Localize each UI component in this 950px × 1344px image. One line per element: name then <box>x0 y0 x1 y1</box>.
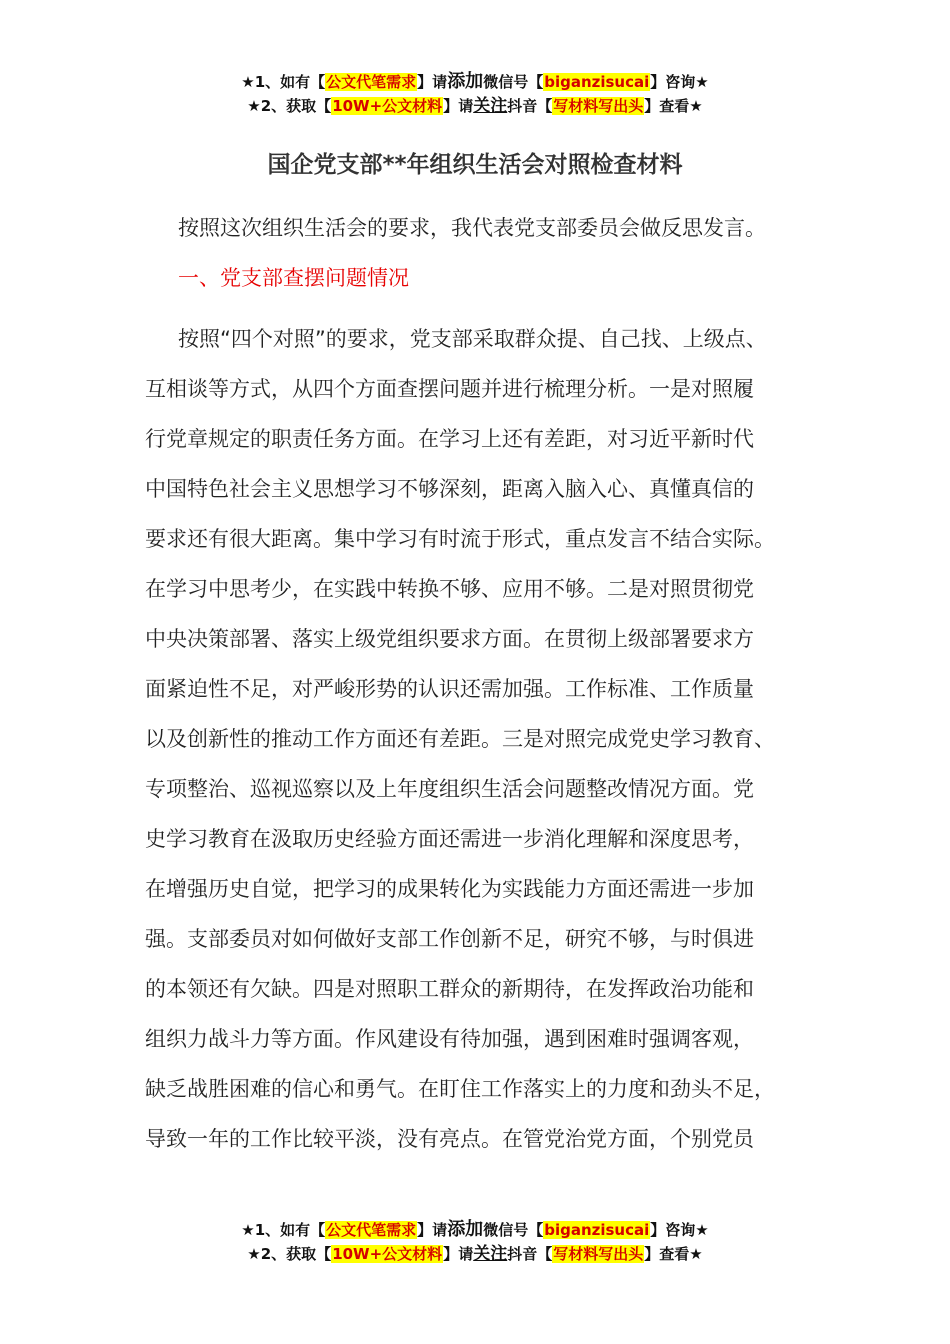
body-paragraph <box>145 314 825 1164</box>
promo-text: 】查看★ <box>644 1245 703 1263</box>
promo-line-1 <box>0 1218 950 1242</box>
promo-text: 抖音【 <box>507 1245 553 1263</box>
body-line: 按照“四个对照”的要求，党支部采取群众提、自己找、上级点、 <box>178 327 767 351</box>
promo-text: 】咨询★ <box>650 1221 709 1239</box>
promo-text: 】请 <box>443 97 474 115</box>
promo-text: ★2、获取【 <box>247 97 332 115</box>
body-line: 面紧迫性不足，对严峻形势的认识还需加强。工作标准、工作质量 <box>145 677 754 701</box>
section-heading: 一、党支部查摆问题情况 <box>178 266 409 290</box>
promo-highlight: 10W+公文材料 <box>332 97 443 115</box>
body-line: 专项整治、巡视巡察以及上年度组织生活会问题整改情况方面。党 <box>145 777 754 801</box>
body-line: 行党章规定的职责任务方面。在学习上还有差距，对习近平新时代 <box>145 427 754 451</box>
body-line: 中央决策部署、落实上级党组织要求方面。在贯彻上级部署要求方 <box>145 627 754 651</box>
top-promo-banner <box>0 70 950 118</box>
body-line: 中国特色社会主义思想学习不够深刻，距离入脑入心、真懂真信的 <box>145 477 754 501</box>
promo-emphasis: 关注 <box>473 96 508 116</box>
intro-paragraph: 按照这次组织生活会的要求，我代表党支部委员会做反思发言。 <box>178 216 766 240</box>
promo-line-2 <box>0 94 950 118</box>
body-line: 在学习中思考少，在实践中转换不够、应用不够。二是对照贯彻党 <box>145 577 754 601</box>
promo-highlight: 公文代笔需求 <box>326 73 417 91</box>
body-line: 史学习教育在汲取历史经验方面还需进一步消化理解和深度思考， <box>145 827 754 851</box>
promo-emphasis: 添加 <box>447 71 484 92</box>
body-line: 在增强历史自觉，把学习的成果转化为实践能力方面还需进一步加 <box>145 877 754 901</box>
promo-text: 微信号【 <box>483 1221 544 1239</box>
promo-douyin-id: 写材料写出头 <box>553 97 644 115</box>
body-line: 组织力战斗力等方面。作风建设有待加强，遇到困难时强调客观， <box>145 1027 754 1051</box>
promo-wechat-id: biganzisucai <box>544 1221 650 1239</box>
promo-emphasis: 关注 <box>473 1244 508 1264</box>
promo-text: 】请 <box>417 1221 448 1239</box>
promo-highlight: 10W+公文材料 <box>332 1245 443 1263</box>
promo-highlight: 公文代笔需求 <box>326 1221 417 1239</box>
body-line: 导致一年的工作比较平淡，没有亮点。在管党治党方面，个别党员 <box>145 1127 754 1151</box>
promo-text: 】查看★ <box>644 97 703 115</box>
promo-text: 】咨询★ <box>650 73 709 91</box>
promo-text: 】请 <box>443 1245 474 1263</box>
body-line: 强。支部委员对如何做好支部工作创新不足，研究不够，与时俱进 <box>145 927 754 951</box>
promo-text: 】请 <box>417 73 448 91</box>
body-line: 缺乏战胜困难的信心和勇气。在盯住工作落实上的力度和劲头不足， <box>145 1077 775 1101</box>
promo-text: 抖音【 <box>507 97 553 115</box>
promo-emphasis: 添加 <box>447 1219 484 1240</box>
bottom-promo-banner <box>0 1218 950 1266</box>
promo-text: ★1、如有【 <box>241 73 326 91</box>
promo-douyin-id: 写材料写出头 <box>553 1245 644 1263</box>
promo-line-1 <box>0 70 950 94</box>
promo-line-2 <box>0 1242 950 1266</box>
promo-text: ★1、如有【 <box>241 1221 326 1239</box>
body-line: 的本领还有欠缺。四是对照职工群众的新期待，在发挥政治功能和 <box>145 977 754 1001</box>
body-line: 要求还有很大距离。集中学习有时流于形式，重点发言不结合实际。 <box>145 527 775 551</box>
promo-text: 微信号【 <box>483 73 544 91</box>
document-title: 国企党支部**年组织生活会对照检查材料 <box>267 152 683 178</box>
body-line: 互相谈等方式，从四个方面查摆问题并进行梳理分析。一是对照履 <box>145 377 754 401</box>
promo-wechat-id: biganzisucai <box>544 73 650 91</box>
promo-text: ★2、获取【 <box>247 1245 332 1263</box>
body-line: 以及创新性的推动工作方面还有差距。三是对照完成党史学习教育、 <box>145 727 775 751</box>
